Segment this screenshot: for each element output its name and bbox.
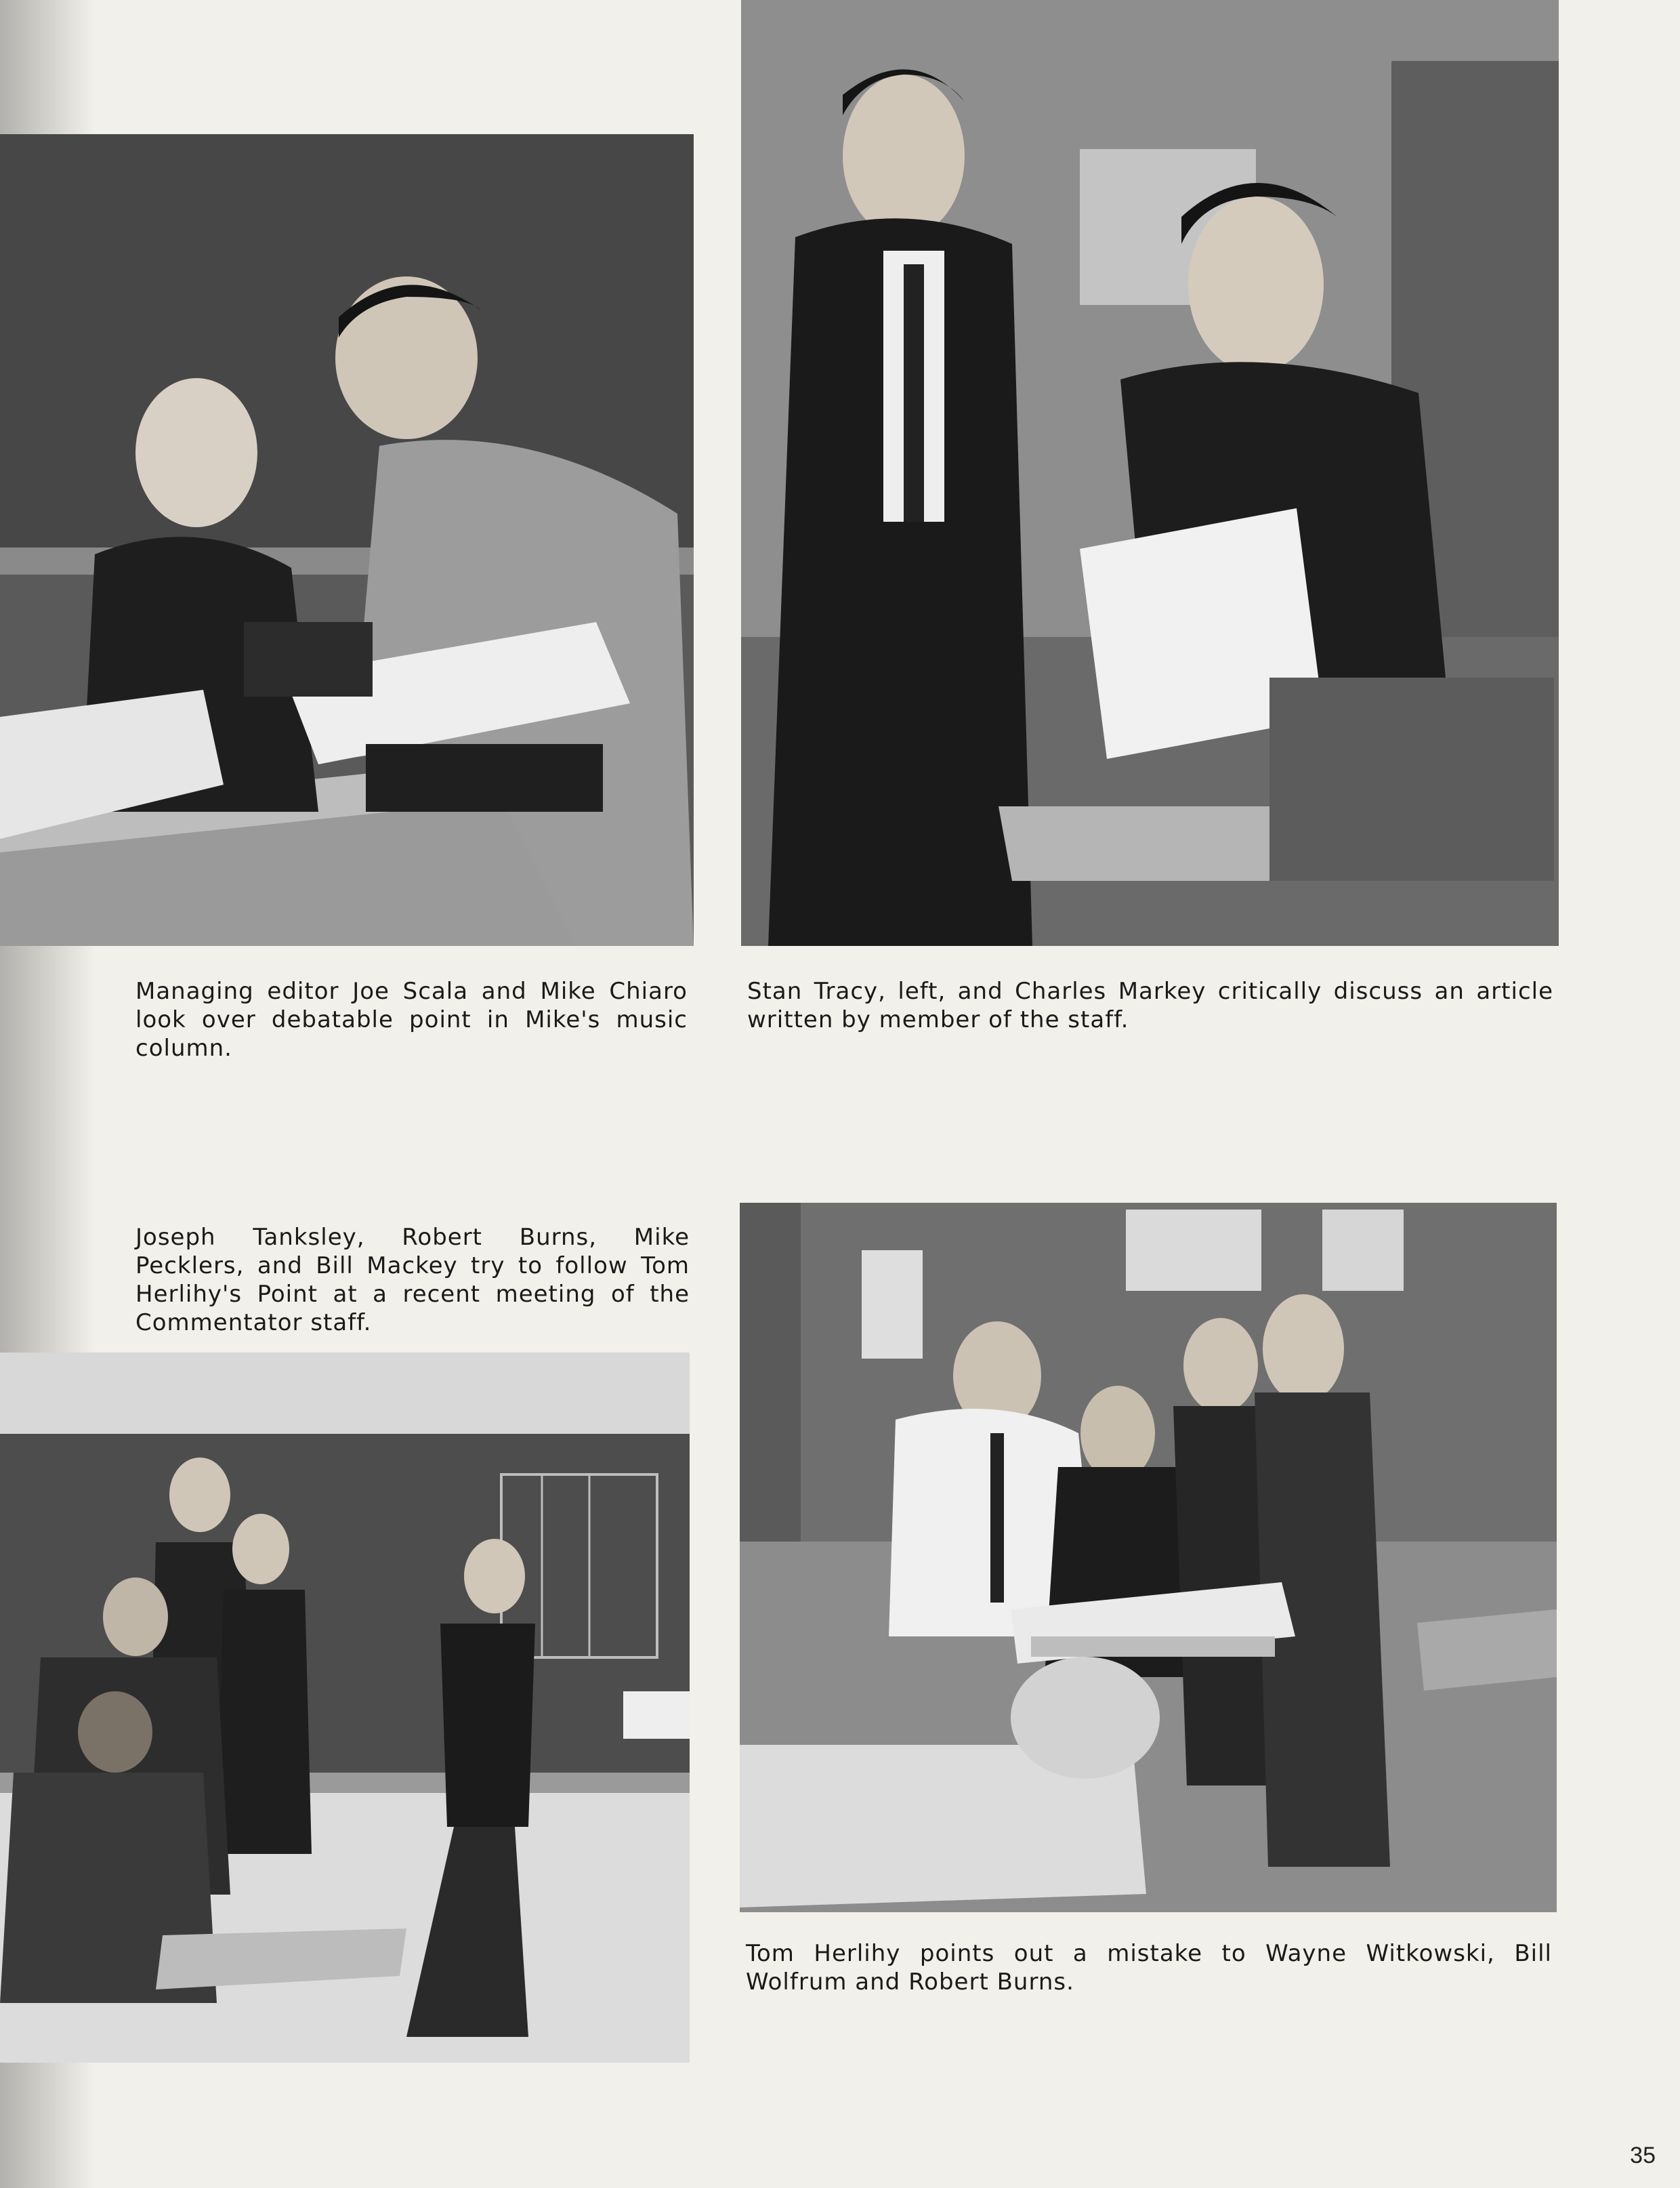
staff-meeting-blackboard-photo	[0, 1353, 690, 2063]
students-reviewing-paper-photo	[740, 1203, 1557, 1912]
caption-middle-left: Joseph Tanksley, Robert Burns, Mike Pecklers, and Bill Mackey try to follow Tom Herlihy's Point at a recent meeting of the Commentator staff.	[135, 1224, 690, 1336]
page-number: 35	[1630, 2143, 1656, 2168]
caption-bottom-right: Tom Herlihy points out a mistake to Wayne Witkowski, Bill Wolfrum and Robert Burns.	[746, 1940, 1552, 1996]
two-students-discussing-photo	[741, 0, 1559, 946]
caption-top-right: Stan Tracy, left, and Charles Markey critically discuss an article written by member of the staff.	[747, 978, 1553, 1033]
editors-at-desk-photo	[0, 134, 694, 946]
caption-top-left: Managing editor Joe Scala and Mike Chiaro look over debatable point in Mike's music column.	[135, 978, 688, 1062]
